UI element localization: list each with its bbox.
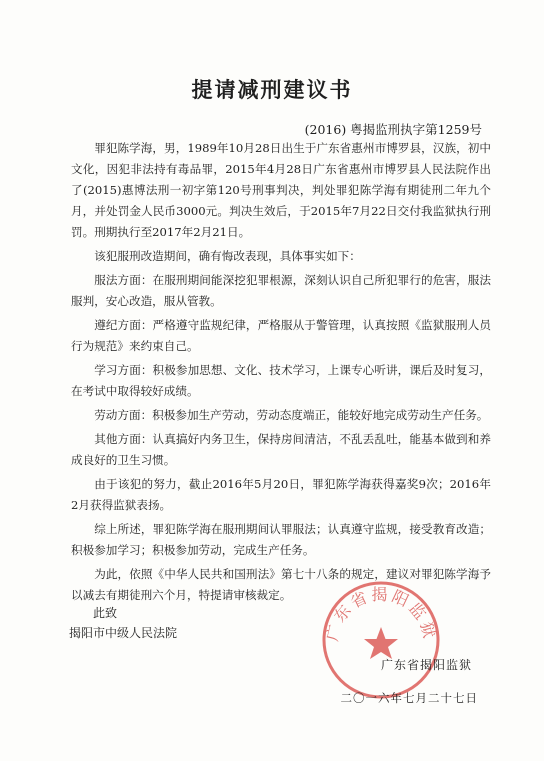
official-seal-icon [318, 577, 444, 703]
paragraph-intro: 该犯服刑改造期间，确有悔改表现，具体事实如下： [94, 249, 361, 263]
paragraph-study: 学习方面：积极参加思想、文化、技术学习，上课专心听讲，课后及时复习，在考试中取得较好成绩。 [71, 363, 491, 398]
closing-greeting: 此致 [93, 606, 118, 620]
document-body [71, 138, 491, 609]
document-number: (2016) 粤揭监刑执字第1259号 [304, 122, 482, 137]
official-seal [318, 577, 444, 703]
document-title: 提请减刑建议书 [191, 77, 353, 102]
paragraph-recommendation: 为此，依照《中华人民共和国刑法》第七十八条的规定，建议对罪犯陈学海予以减去有期徒刑六个月，特提请审核裁定。 [71, 567, 491, 602]
paragraph-discipline: 遵纪方面：严格遵守监规纪律，严格服从于警管理，认真按照《监狱服刑人员行为规范》来约束自己。 [71, 318, 491, 353]
paragraph-rewards: 由于该犯的努力，截止2016年5月20日，罪犯陈学海获得嘉奖9次；2016年2月获得监狱表扬。 [71, 477, 491, 512]
closing-block [69, 603, 177, 643]
document-date: 二〇一六年七月二十七日 [340, 691, 478, 705]
seal-text: 广东省揭阳监狱 [322, 585, 440, 643]
paragraph-labor: 劳动方面：积极参加生产劳动，劳动态度端正，能较好地完成劳动生产任务。 [94, 408, 489, 422]
paragraph-summary: 综上所述，罪犯陈学海在服刑期间认罪服法；认真遵守监规，接受教育改造；积极参加学习；积极参加劳动，完成生产任务。 [71, 522, 491, 557]
paragraph-basic-info: 罪犯陈学海，男，1989年10月28日出生于广东省惠州市博罗县，汉族，初中文化，因犯非法持有毒品罪，2015年4月28日广东省惠州市博罗县人民法院作出了(2015)惠博法刑一初字第120号刑事判决，判处罪犯陈学海有期徒刑二年九个月，并处罚金人民币3000元。判决生效后，于2015年7月22日交付我监狱执行刑罚。刑期执行至2017年2月21日。 [71, 141, 491, 239]
paragraph-other: 其他方面：认真搞好内务卫生，保持房间清洁，不乱丢乱吐，能基本做到和养成良好的卫生习惯。 [71, 432, 491, 467]
issuer-name: 广东省揭阳监狱 [380, 658, 472, 672]
paragraph-compliance: 服法方面：在服刑期间能深挖犯罪根源，深刻认识自己所犯罪行的危害，服法服判，安心改造，服从管教。 [71, 273, 491, 308]
closing-recipient: 揭阳市中级人民法院 [69, 626, 178, 640]
